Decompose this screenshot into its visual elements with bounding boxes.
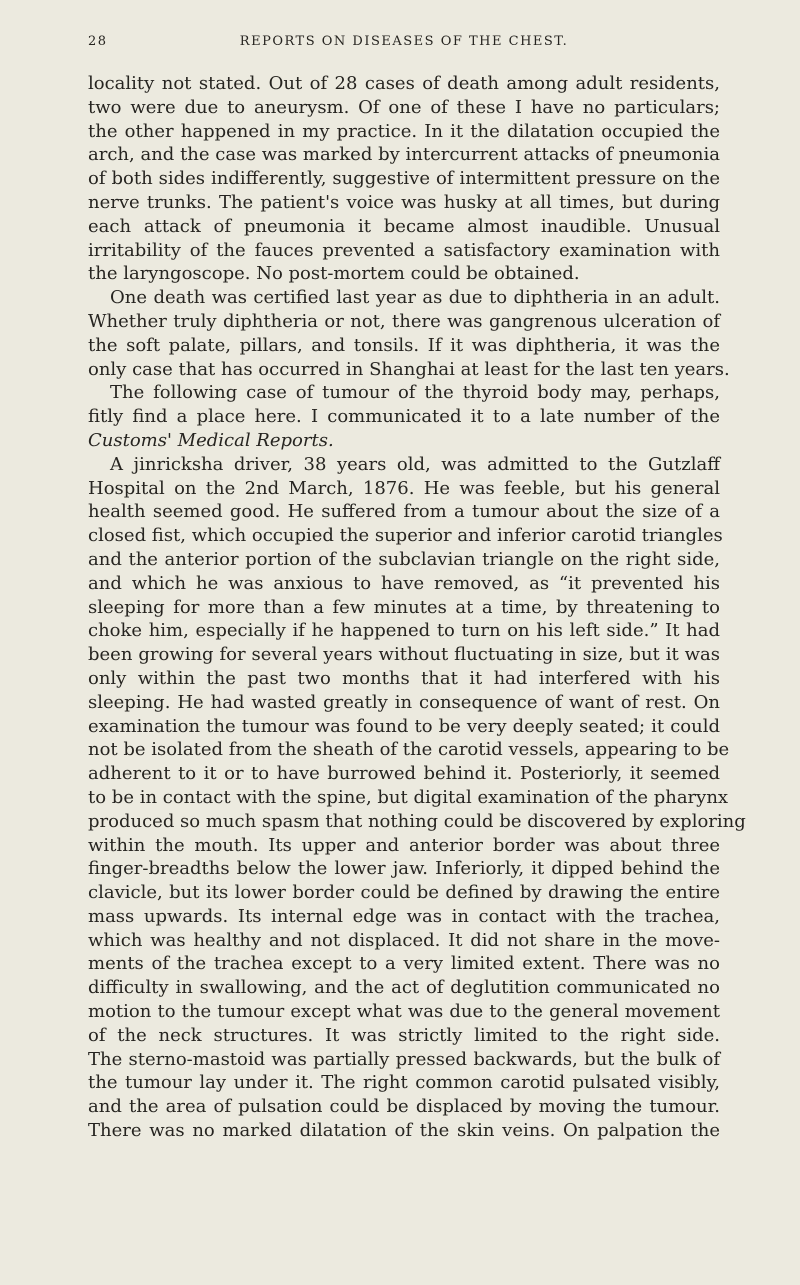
text-line: of both sides indifferently, suggestive of intermittent pressure on the (88, 168, 720, 190)
text-line: within the mouth. Its upper and anterior border was about three (88, 834, 720, 856)
text-line: been growing for several years without fluctuating in size, but it was (88, 644, 720, 666)
text-line: the laryngoscope. No post-mortem could be obtained. (88, 263, 580, 285)
text-line: difficulty in swallowing, and the act of deglutition communicated no (88, 977, 720, 999)
text-line: health seemed good. He suffered from a tumour about the size of a (88, 501, 720, 523)
text-line: choke him, especially if he happened to turn on his left side.” It had (88, 620, 720, 642)
text-line: adherent to it or to have burrowed behind it. Posteriorly, it seemed (88, 763, 720, 785)
text-line: of the neck structures. It was strictly limited to the right side. (88, 1024, 720, 1046)
text-line: irritability of the fauces prevented a satisfactory examination with (88, 239, 720, 261)
text-line: sleeping. He had wasted greatly in consequence of want of rest. On (88, 691, 720, 713)
text-line: arch, and the case was marked by intercurrent attacks of pneumonia (88, 144, 720, 166)
text-line: There was no marked dilatation of the skin veins. On palpation the (88, 1120, 720, 1142)
text-line: and which he was anxious to have removed, as “it prevented his (88, 572, 720, 594)
text-line: Hospital on the 2nd March, 1876. He was feeble, but his general (88, 477, 720, 499)
text-line: examination the tumour was found to be very deeply seated; it could (88, 715, 720, 737)
text-line: The following case of tumour of the thyroid body may, perhaps, (110, 382, 720, 404)
text-line: clavicle, but its lower border could be defined by drawing the entire (88, 882, 720, 904)
text-line: which was healthy and not displaced. It did not share in the move- (88, 929, 720, 951)
text-line: the soft palate, pillars, and tonsils. If it was diphtheria, it was the (88, 334, 720, 356)
text-line: closed fist, which occupied the superior and inferior carotid triangles (88, 525, 723, 547)
text-line: and the area of pulsation could be displaced by moving the tumour. (88, 1096, 720, 1118)
text-line: One death was certified last year as due to diphtheria in an adult. (110, 287, 720, 309)
text-line: the tumour lay under it. The right common carotid pulsated visibly, (88, 1072, 720, 1094)
text-line: the other happened in my practice. In it the dilatation occupied the (88, 120, 720, 142)
text-line: and the anterior portion of the subclavian triangle on the right side, (88, 548, 720, 570)
text-line: locality not stated. Out of 28 cases of death among adult residents, (88, 73, 720, 94)
text-line: not be isolated from the sheath of the carotid vessels, appearing to be (88, 739, 730, 761)
text-line: sleeping for more than a few minutes at a time, by threatening to (88, 596, 720, 618)
text-line: each attack of pneumonia it became almost inaudible. Unusual (88, 215, 720, 237)
text-line: Customs' Medical Reports. (88, 429, 334, 451)
text-line: only case that has occurred in Shanghai at least for the last ten years. (88, 358, 730, 380)
text-line: The sterno-mastoid was partially pressed backwards, but the bulk of (88, 1048, 720, 1070)
page-header (88, 34, 720, 58)
text-line: Whether truly diphtheria or not, there was gangrenous ulceration of (88, 310, 720, 332)
text-line: finger-breadths below the lower jaw. Inferiorly, it dipped behind the (88, 858, 720, 880)
text-line: ments of the trachea except to a very limited extent. There was no (88, 953, 720, 975)
text-line: only within the past two months that it had interfered with his (88, 667, 720, 689)
text-line: two were due to aneurysm. Of one of these I have no particulars; (88, 96, 720, 118)
text-line: nerve trunks. The patient's voice was husky at all times, but during (88, 191, 720, 213)
running-head: REPORTS ON DISEASES OF THE CHEST. (239, 34, 569, 49)
text-line: fitly find a place here. I communicated it to a late number of the (88, 406, 720, 428)
text-line: A jinricksha driver, 38 years old, was admitted to the Gutzlaff (110, 453, 720, 475)
body-text (88, 72, 746, 1143)
page-number: 28 (88, 34, 108, 49)
text-line: to be in contact with the spine, but digital examination of the pharynx (88, 786, 729, 808)
text-line: mass upwards. Its internal edge was in contact with the trachea, (88, 905, 720, 927)
text-line: produced so much spasm that nothing could be discovered by exploring (88, 810, 746, 832)
text-line: motion to the tumour except what was due to the general movement (88, 1001, 720, 1023)
